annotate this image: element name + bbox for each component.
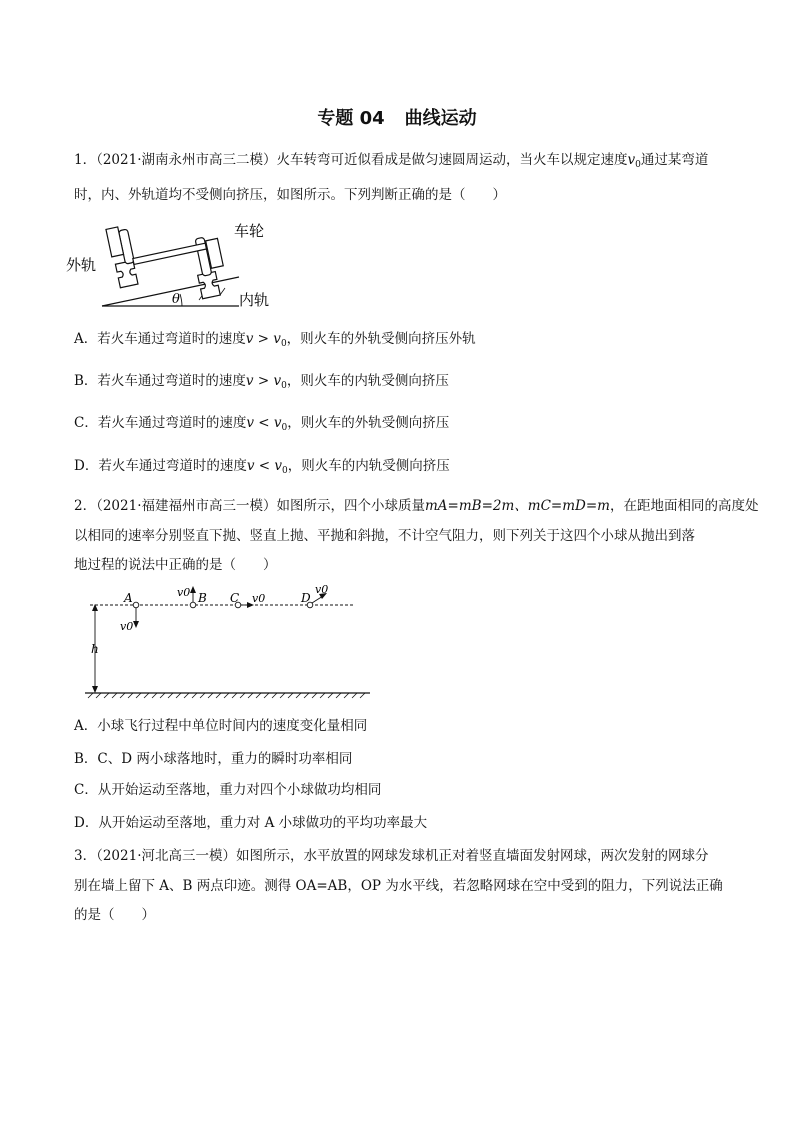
ball-d-label: D (301, 591, 311, 605)
q2-stem-line1: 2．（2021·福建福州市高三一模）如图所示，四个小球质量mA=mB=2m、mC=mD=m，在距地面相同的高度处 (74, 498, 759, 514)
theta-label: θ (172, 292, 180, 307)
q3-stem-line3: 的是（ ） (74, 907, 155, 923)
q2-option-a: A．小球飞行过程中单位时间内的速度变化量相同 (74, 718, 368, 734)
q2-projectile-figure (80, 582, 380, 707)
q1-option-d: D．若火车通过弯道时的速度$v < v_0$，则火车的内轨受侧向挤压 (74, 458, 450, 476)
ball-c-label: C (230, 591, 240, 605)
ball-a-label: A (124, 591, 133, 605)
q2-stem-line3: 地过程的说法中正确的是（ ） (74, 557, 277, 573)
ball-b-velocity-label: v0 (177, 586, 191, 599)
q1-option-a: A．若火车通过弯道时的速度$v > v_0$，则火车的外轨受侧向挤压外轨 (74, 331, 476, 349)
outer-rail-label: 外轨 (66, 256, 97, 274)
title-topic-number: 专题 04 (317, 108, 385, 129)
title-topic-name: 曲线运动 (404, 108, 477, 129)
axle (133, 243, 207, 264)
mass-expression: mA=mB=2m、mC=mD=m (425, 498, 610, 514)
q3-stem-line1: 3．（2021·河北高三一模）如图所示，水平放置的网球发球机正对着竖直墙面发射网球，两次发射的网球分 (74, 848, 709, 864)
q2-option-d: D．从开始运动至落地，重力对 A 小球做功的平均功率最大 (74, 815, 428, 831)
inner-rail-label: 内轨 (239, 291, 270, 309)
q3-stem-line2: 别在墙上留下 A、B 两点印迹。测得 OA=AB，OP 为水平线，若忽略网球在空中受到的阻力，下列说法正确 (74, 878, 723, 894)
ball-b (190, 602, 196, 608)
q1-option-c: C．若火车通过弯道时的速度$v < v_0$，则火车的外轨受侧向挤压 (74, 415, 450, 433)
q2-option-b: B．C、D 两小球落地时，重力的瞬时功率相同 (74, 751, 353, 767)
ball-c-velocity-label: v0 (252, 592, 266, 605)
q1-stem-line2: 时，内、外轨道均不受侧向挤压，如图所示。下列判断正确的是（ ） (74, 187, 506, 203)
ball-a-velocity-label: v0 (120, 620, 134, 633)
q1-option-b: B．若火车通过弯道时的速度$v > v_0$，则火车的内轨受侧向挤压 (74, 373, 449, 391)
q2-stem-line2: 以相同的速率分别竖直下抛、竖直上抛、平抛和斜抛，不计空气阻力，则下列关于这四个小球从抛出到落 (74, 528, 695, 544)
q1-railway-figure (64, 200, 284, 315)
page-title (0, 104, 794, 130)
ball-a (133, 602, 139, 608)
ball-b-label: B (198, 591, 207, 605)
ball-d-velocity-label: v0 (315, 583, 329, 596)
q2-option-c: C．从开始运动至落地，重力对四个小球做功均相同 (74, 782, 382, 798)
wheel-label: 车轮 (234, 222, 265, 240)
height-label: h (91, 642, 99, 656)
q1-stem-line1: 1．（2021·湖南永州市高三二模）火车转弯可近似看成是做匀速圆周运动，当火车以规定速度$v_0$通过某弯道 (74, 152, 709, 170)
